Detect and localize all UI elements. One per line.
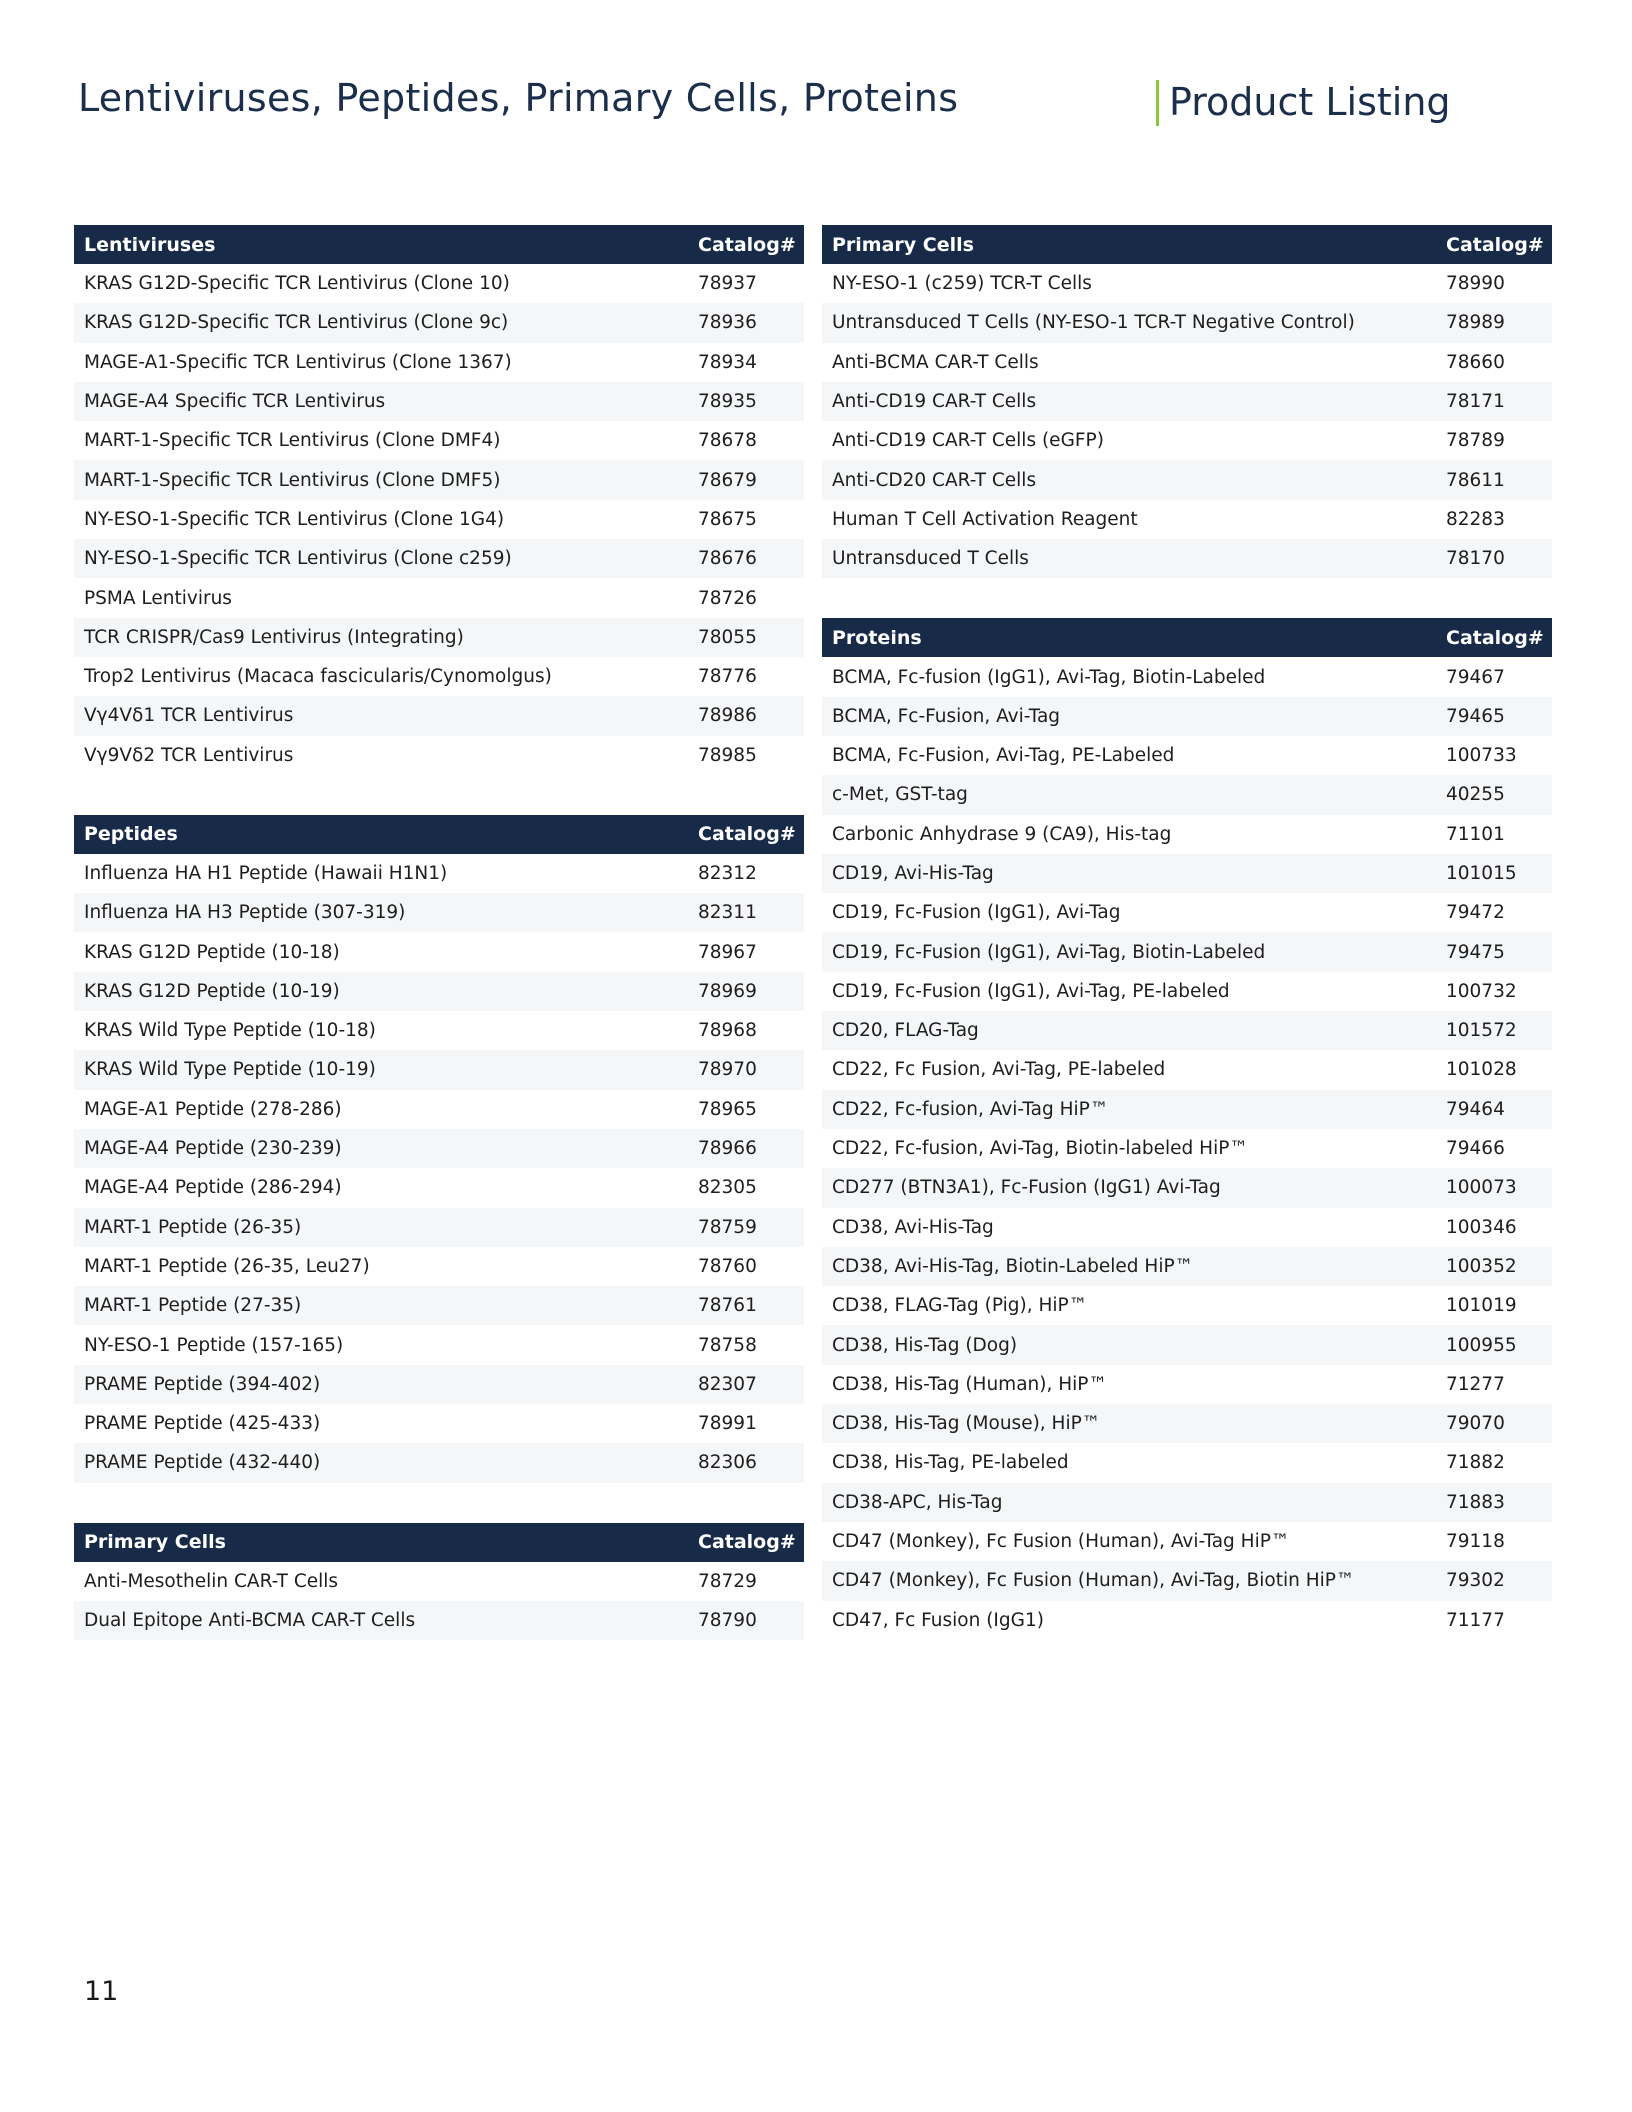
- table-row: [74, 500, 804, 539]
- table-body: [822, 657, 1552, 1639]
- product-name: Dual Epitope Anti-BCMA CAR-T Cells: [84, 1610, 416, 1632]
- product-name: c-Met, GST-tag: [832, 784, 968, 806]
- table-row: [822, 932, 1552, 971]
- product-name: TCR CRISPR/Cas9 Lentivirus (Integrating): [84, 626, 464, 648]
- product-name: Untransduced T Cells (NY-ESO-1 TCR-T Negative Control): [832, 312, 1355, 334]
- table-row: [822, 736, 1552, 775]
- table-row: [822, 343, 1552, 382]
- catalog-number: 78934: [698, 351, 757, 373]
- product-name: CD19, Avi-His-Tag: [832, 863, 994, 884]
- proteins-table: [822, 618, 1552, 1639]
- table-row: [822, 1050, 1552, 1089]
- catalog-column-header: Catalog#: [698, 1531, 796, 1554]
- catalog-number: 78729: [698, 1570, 757, 1592]
- product-name: CD38, FLAG-Tag (Pig), HiP™: [832, 1295, 1088, 1317]
- product-name: CD22, Fc Fusion, Avi-Tag, PE-labeled: [832, 1059, 1166, 1081]
- catalog-number: 101015: [1446, 863, 1517, 884]
- table-row: [74, 460, 804, 499]
- catalog-number: 78761: [698, 1295, 757, 1317]
- catalog-number: 78790: [698, 1610, 757, 1632]
- catalog-number: 40255: [1446, 784, 1505, 806]
- catalog-number: 100732: [1446, 980, 1517, 1002]
- product-name: KRAS G12D-Specific TCR Lentivirus (Clone 9c): [84, 312, 509, 334]
- table-row: [74, 1168, 804, 1207]
- catalog-number: 71101: [1446, 823, 1505, 845]
- catalog-number: 100733: [1446, 745, 1517, 767]
- product-name: NY-ESO-1 Peptide (157-165): [84, 1334, 344, 1356]
- catalog-number: 78965: [698, 1098, 757, 1120]
- product-name: CD47 (Monkey), Fc Fusion (Human), Avi-Tag HiP™: [832, 1531, 1290, 1553]
- catalog-number: 101572: [1446, 1020, 1517, 1042]
- product-name: Anti-CD19 CAR-T Cells: [832, 391, 1037, 413]
- peptides-table: [74, 815, 804, 1483]
- catalog-number: 78990: [1446, 273, 1505, 295]
- table-row: [822, 1561, 1552, 1600]
- product-name: MART-1 Peptide (27-35): [84, 1295, 302, 1317]
- table-row: [822, 815, 1552, 854]
- product-name: NY-ESO-1-Specific TCR Lentivirus (Clone 1G4): [84, 508, 505, 530]
- table-row: [822, 1168, 1552, 1207]
- product-name: BCMA, Fc-fusion (IgG1), Avi-Tag, Biotin-Labeled: [832, 666, 1266, 688]
- catalog-number: 101019: [1446, 1295, 1517, 1317]
- product-name: Vγ9Vδ2 TCR Lentivirus: [84, 744, 294, 766]
- catalog-column-header: Catalog#: [698, 233, 796, 256]
- product-name: CD19, Fc-Fusion (IgG1), Avi-Tag, PE-labeled: [832, 980, 1230, 1002]
- table-row: [74, 932, 804, 971]
- catalog-number: 100955: [1446, 1334, 1517, 1356]
- table-row: [74, 1601, 804, 1640]
- catalog-number: 78759: [698, 1216, 757, 1238]
- product-name: CD19, Fc-Fusion (IgG1), Avi-Tag, Biotin-Labeled: [832, 941, 1266, 963]
- table-row: [74, 618, 804, 657]
- catalog-number: 82283: [1446, 508, 1505, 530]
- table-heading: Peptides: [84, 823, 178, 846]
- table-row: [822, 657, 1552, 696]
- table-row: [74, 736, 804, 775]
- table-row: [74, 1404, 804, 1443]
- product-name: CD19, Fc-Fusion (IgG1), Avi-Tag: [832, 902, 1121, 924]
- product-name: CD22, Fc-fusion, Avi-Tag HiP™: [832, 1098, 1109, 1120]
- table-row: [74, 539, 804, 578]
- product-name: CD47 (Monkey), Fc Fusion (Human), Avi-Tag, Biotin HiP™: [832, 1570, 1355, 1592]
- table-row: [822, 264, 1552, 303]
- table-row: [74, 657, 804, 696]
- catalog-number: 78968: [698, 1020, 757, 1042]
- catalog-number: 79472: [1446, 902, 1505, 924]
- section-title: Product Listing: [1156, 80, 1451, 126]
- product-name: NY-ESO-1-Specific TCR Lentivirus (Clone c259): [84, 548, 512, 570]
- catalog-number: 78055: [698, 626, 757, 648]
- product-name: CD38, Avi-His-Tag, Biotin-Labeled HiP™: [832, 1255, 1194, 1277]
- product-name: CD38, His-Tag, PE-labeled: [832, 1452, 1069, 1474]
- catalog-number: 78170: [1446, 548, 1505, 570]
- product-name: MART-1 Peptide (26-35): [84, 1216, 302, 1238]
- table-row: [822, 460, 1552, 499]
- product-name: CD20, FLAG-Tag: [832, 1020, 979, 1042]
- catalog-number: 78989: [1446, 312, 1505, 334]
- product-name: KRAS Wild Type Peptide (10-19): [84, 1059, 376, 1081]
- catalog-number: 79465: [1446, 705, 1505, 727]
- catalog-number: 78969: [698, 980, 757, 1002]
- catalog-number: 82306: [698, 1452, 757, 1474]
- table-heading: Primary Cells: [832, 233, 974, 256]
- catalog-number: 78966: [698, 1138, 757, 1160]
- catalog-number: 78611: [1446, 469, 1505, 491]
- table-header: [74, 815, 804, 854]
- lentiviruses-table: [74, 225, 804, 775]
- table-row: [74, 1443, 804, 1482]
- catalog-number: 82305: [698, 1177, 757, 1199]
- table-header: [74, 1523, 804, 1562]
- product-name: PRAME Peptide (394-402): [84, 1373, 321, 1395]
- product-name: BCMA, Fc-Fusion, Avi-Tag: [832, 705, 1061, 727]
- catalog-number: 78986: [698, 705, 757, 727]
- catalog-number: 78776: [698, 666, 757, 688]
- table-row: [822, 1247, 1552, 1286]
- catalog-number: 78758: [698, 1334, 757, 1356]
- table-row: [74, 696, 804, 735]
- table-row: [822, 1129, 1552, 1168]
- catalog-number: 78789: [1446, 430, 1505, 452]
- catalog-number: 79464: [1446, 1098, 1505, 1120]
- catalog-number: 71883: [1446, 1491, 1505, 1513]
- catalog-number: 78760: [698, 1255, 757, 1277]
- catalog-number: 82311: [698, 902, 757, 924]
- product-name: MAGE-A1-Specific TCR Lentivirus (Clone 1367): [84, 351, 512, 373]
- table-row: [822, 1090, 1552, 1129]
- table-row: [822, 972, 1552, 1011]
- table-row: [822, 697, 1552, 736]
- catalog-column-header: Catalog#: [1446, 626, 1544, 649]
- product-name: CD22, Fc-fusion, Avi-Tag, Biotin-labeled HiP™: [832, 1138, 1248, 1160]
- catalog-column-header: Catalog#: [1446, 233, 1544, 256]
- table-row: [74, 1562, 804, 1601]
- table-row: [822, 1522, 1552, 1561]
- catalog-number: 82307: [698, 1373, 757, 1395]
- right-column: [822, 225, 1552, 1680]
- table-row: [822, 1325, 1552, 1364]
- catalog-number: 78935: [698, 391, 757, 413]
- product-name: MAGE-A4 Peptide (230-239): [84, 1138, 342, 1160]
- catalog-number: 79466: [1446, 1138, 1505, 1160]
- primary-cells-table: [822, 225, 1552, 578]
- catalog-number: 78678: [698, 430, 757, 452]
- table-row: [822, 1483, 1552, 1522]
- table-row: [74, 854, 804, 893]
- table-row: [74, 1129, 804, 1168]
- product-name: CD38, His-Tag (Mouse), HiP™: [832, 1413, 1101, 1435]
- table-row: [74, 1286, 804, 1325]
- product-name: Vγ4Vδ1 TCR Lentivirus: [84, 705, 294, 727]
- table-heading: Proteins: [832, 626, 922, 649]
- catalog-number: 100073: [1446, 1177, 1517, 1199]
- table-heading: Primary Cells: [84, 1531, 226, 1554]
- catalog-number: 71277: [1446, 1373, 1505, 1395]
- table-row: [74, 893, 804, 932]
- page-number: 11: [84, 1976, 119, 2007]
- product-name: Trop2 Lentivirus (Macaca fascicularis/Cynomolgus): [84, 666, 552, 688]
- catalog-number: 78936: [698, 312, 757, 334]
- product-name: MART-1 Peptide (26-35, Leu27): [84, 1255, 370, 1277]
- table-row: [822, 854, 1552, 893]
- product-name: KRAS G12D Peptide (10-18): [84, 941, 340, 963]
- product-name: Carbonic Anhydrase 9 (CA9), His-tag: [832, 823, 1172, 845]
- catalog-number: 78171: [1446, 391, 1505, 413]
- table-row: [822, 539, 1552, 578]
- catalog-number: 82312: [698, 863, 757, 884]
- table-header: [822, 225, 1552, 264]
- product-name: Anti-BCMA CAR-T Cells: [832, 351, 1039, 373]
- catalog-number: 78991: [698, 1413, 757, 1435]
- product-name: MART-1-Specific TCR Lentivirus (Clone DMF4): [84, 430, 501, 452]
- catalog-number: 79467: [1446, 666, 1505, 688]
- product-name: NY-ESO-1 (c259) TCR-T Cells: [832, 273, 1092, 295]
- catalog-number: 78985: [698, 744, 757, 766]
- table-row: [74, 1011, 804, 1050]
- product-name: KRAS Wild Type Peptide (10-18): [84, 1020, 376, 1042]
- product-name: CD47, Fc Fusion (IgG1): [832, 1609, 1044, 1631]
- table-row: [822, 775, 1552, 814]
- catalog-number: 100352: [1446, 1255, 1517, 1277]
- catalog-number: 78676: [698, 548, 757, 570]
- product-name: Anti-CD19 CAR-T Cells (eGFP): [832, 430, 1104, 452]
- product-name: Human T Cell Activation Reagent: [832, 508, 1138, 530]
- product-name: PSMA Lentivirus: [84, 587, 232, 609]
- table-row: [822, 1443, 1552, 1482]
- product-name: Anti-Mesothelin CAR-T Cells: [84, 1570, 339, 1592]
- page-title: Lentiviruses, Peptides, Primary Cells, Proteins: [78, 76, 959, 120]
- catalog-number: 78679: [698, 469, 757, 491]
- table-body: [74, 854, 804, 1483]
- table-body: [74, 264, 804, 775]
- catalog-number: 101028: [1446, 1059, 1517, 1081]
- table-header: [74, 225, 804, 264]
- table-row: [74, 421, 804, 460]
- product-name: Influenza HA H3 Peptide (307-319): [84, 902, 406, 924]
- table-row: [74, 1208, 804, 1247]
- product-name: Untransduced T Cells: [832, 548, 1029, 570]
- table-row: [74, 1050, 804, 1089]
- catalog-number: 71882: [1446, 1452, 1505, 1474]
- product-name: KRAS G12D Peptide (10-19): [84, 980, 340, 1002]
- table-row: [74, 578, 804, 617]
- primary-cells-table: [74, 1523, 804, 1641]
- table-row: [74, 303, 804, 342]
- table-body: [822, 264, 1552, 578]
- product-name: Influenza HA H1 Peptide (Hawaii H1N1): [84, 863, 448, 884]
- table-row: [822, 303, 1552, 342]
- catalog-number: 78967: [698, 941, 757, 963]
- product-name: PRAME Peptide (432-440): [84, 1452, 321, 1474]
- table-row: [74, 1325, 804, 1364]
- catalog-number: 71177: [1446, 1609, 1505, 1631]
- table-row: [822, 1011, 1552, 1050]
- catalog-number: 78937: [698, 273, 757, 295]
- table-row: [822, 1365, 1552, 1404]
- table-row: [822, 500, 1552, 539]
- table-row: [822, 382, 1552, 421]
- catalog-number: 79118: [1446, 1531, 1505, 1553]
- table-row: [74, 972, 804, 1011]
- product-name: MAGE-A1 Peptide (278-286): [84, 1098, 342, 1120]
- table-row: [74, 1090, 804, 1129]
- product-name: CD38, His-Tag (Human), HiP™: [832, 1373, 1107, 1395]
- table-row: [822, 893, 1552, 932]
- catalog-number: 100346: [1446, 1216, 1517, 1238]
- table-row: [74, 1247, 804, 1286]
- catalog-number: 79302: [1446, 1570, 1505, 1592]
- table-row: [822, 421, 1552, 460]
- catalog-number: 79070: [1446, 1413, 1505, 1435]
- product-name: MAGE-A4 Specific TCR Lentivirus: [84, 391, 386, 413]
- catalog-number: 78675: [698, 508, 757, 530]
- table-row: [74, 343, 804, 382]
- catalog-number: 78660: [1446, 351, 1505, 373]
- catalog-column-header: Catalog#: [698, 823, 796, 846]
- table-row: [822, 1404, 1552, 1443]
- product-name: CD38-APC, His-Tag: [832, 1491, 1003, 1513]
- catalog-number: 79475: [1446, 941, 1505, 963]
- product-name: KRAS G12D-Specific TCR Lentivirus (Clone 10): [84, 273, 510, 295]
- table-heading: Lentiviruses: [84, 233, 216, 256]
- product-name: MART-1-Specific TCR Lentivirus (Clone DMF5): [84, 469, 501, 491]
- left-column: [74, 225, 804, 1680]
- table-row: [822, 1208, 1552, 1247]
- table-header: [822, 618, 1552, 657]
- product-name: CD38, His-Tag (Dog): [832, 1334, 1018, 1356]
- table-row: [74, 382, 804, 421]
- product-name: MAGE-A4 Peptide (286-294): [84, 1177, 342, 1199]
- product-name: PRAME Peptide (425-433): [84, 1413, 321, 1435]
- table-row: [822, 1601, 1552, 1640]
- table-row: [822, 1286, 1552, 1325]
- catalog-number: 78726: [698, 587, 757, 609]
- product-name: CD38, Avi-His-Tag: [832, 1216, 994, 1238]
- table-row: [74, 264, 804, 303]
- table-row: [74, 1365, 804, 1404]
- product-name: CD277 (BTN3A1), Fc-Fusion (IgG1) Avi-Tag: [832, 1177, 1221, 1199]
- catalog-number: 78970: [698, 1059, 757, 1081]
- product-name: Anti-CD20 CAR-T Cells: [832, 469, 1037, 491]
- product-name: BCMA, Fc-Fusion, Avi-Tag, PE-Labeled: [832, 745, 1175, 767]
- table-body: [74, 1562, 804, 1641]
